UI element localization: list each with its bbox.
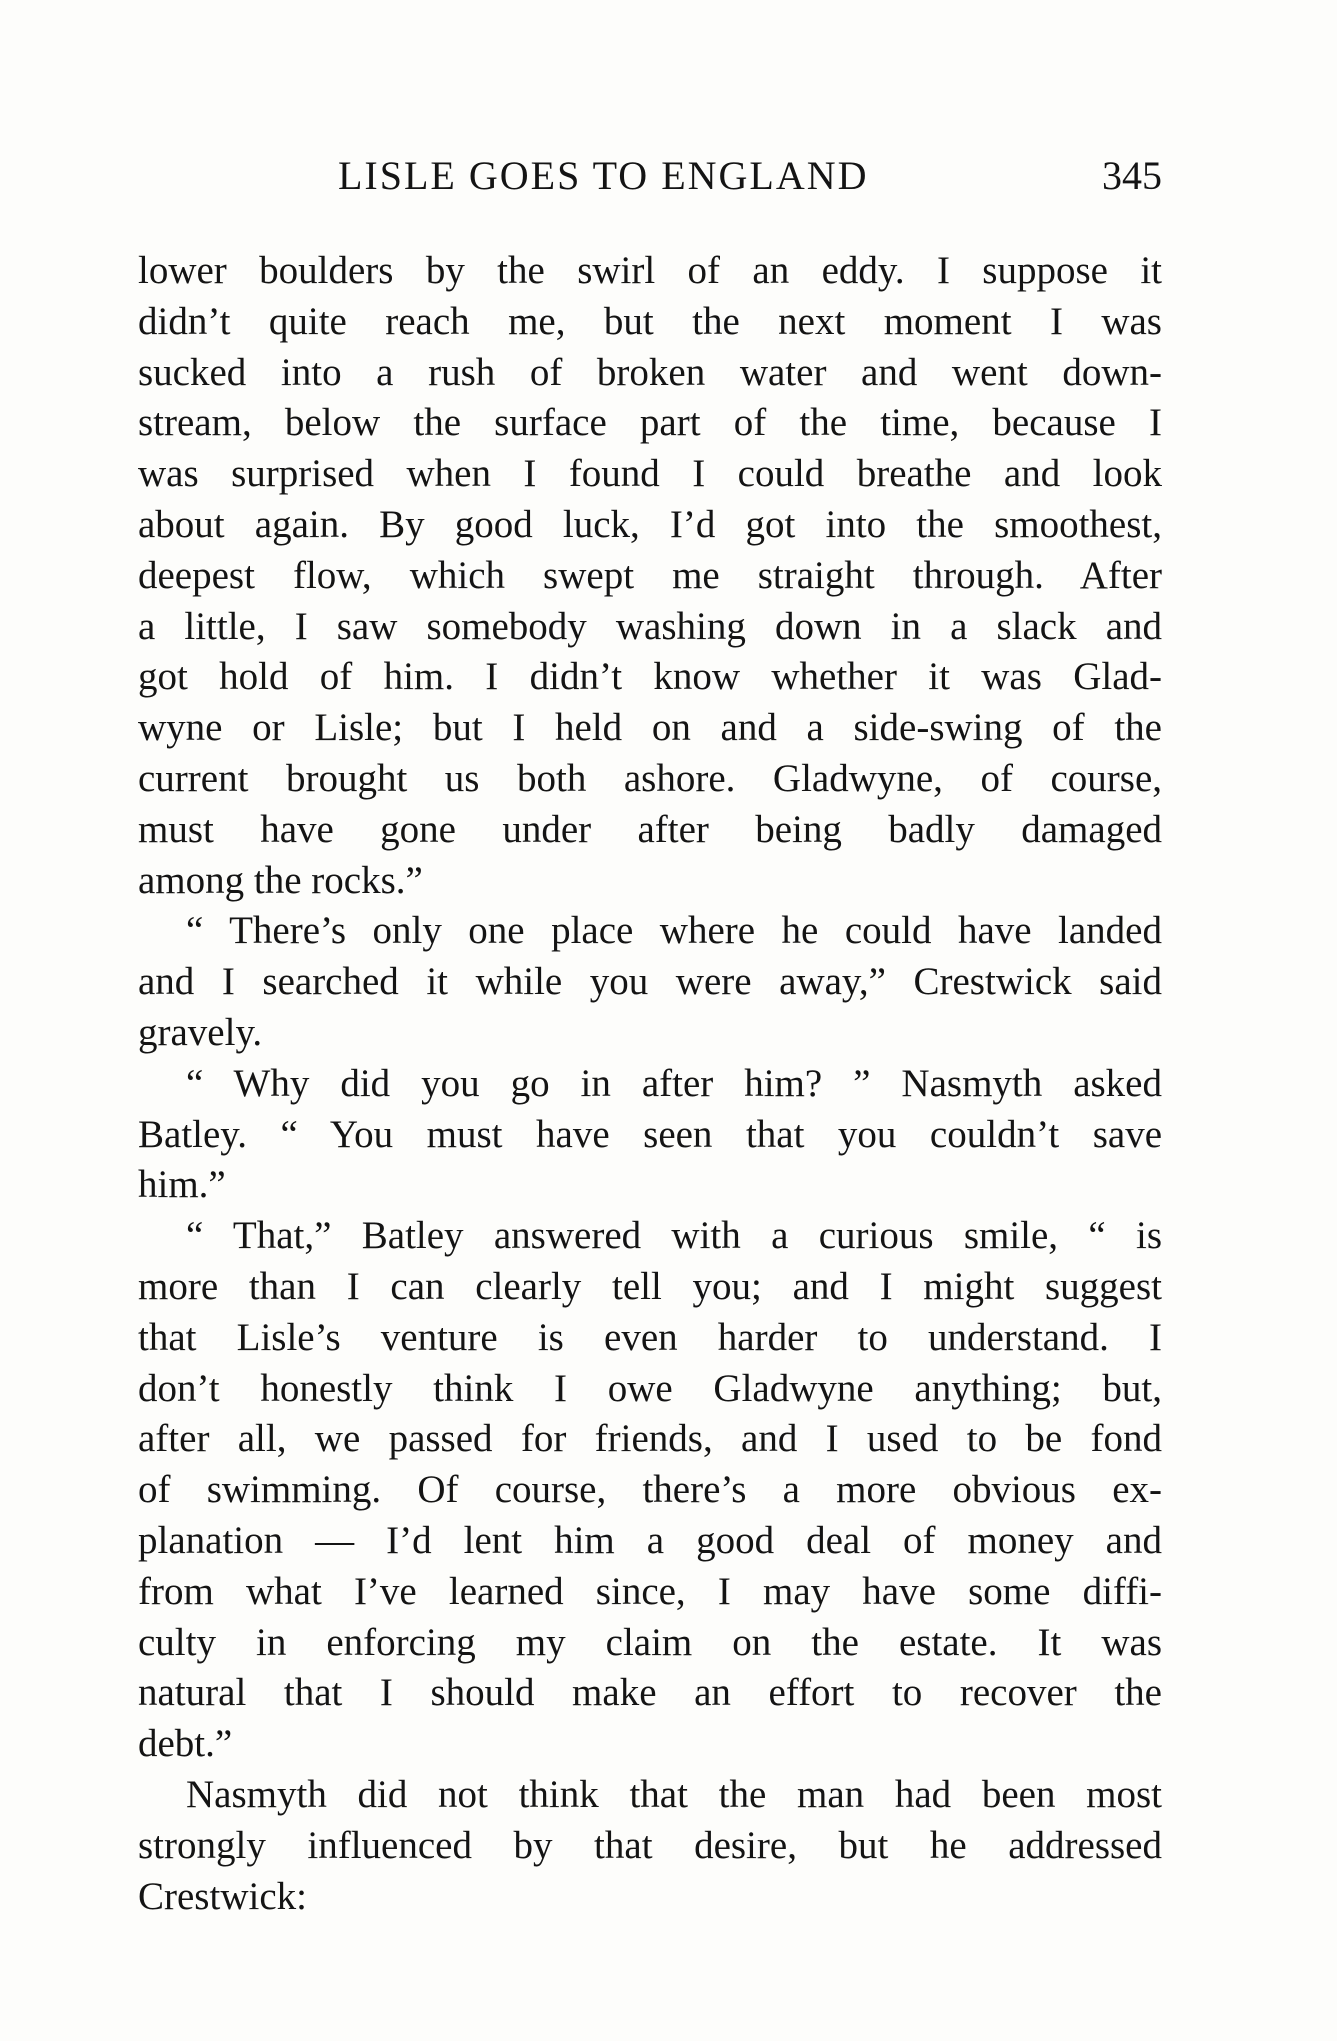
- paragraph-2: [138, 906, 1162, 1058]
- text-line: Crestwick:: [138, 1874, 307, 1918]
- text-line: didn’t quite reach me, but the next moment I was: [138, 299, 1162, 343]
- text-line: Batley. “ You must have seen that you couldn’t save: [138, 1112, 1162, 1156]
- text-line: “ That,” Batley answered with a curious smile, “ is: [186, 1214, 1162, 1258]
- body-text: [138, 246, 1162, 1922]
- text-line: debt.”: [138, 1722, 233, 1766]
- text-line: gravely.: [138, 1010, 263, 1054]
- text-line: planation — I’d lent him a good deal of money and: [138, 1518, 1162, 1562]
- text-line: got hold of him. I didn’t know whether it was Glad-: [138, 655, 1162, 699]
- page-header: [138, 150, 1162, 210]
- text-line: more than I can clearly tell you; and I might suggest: [138, 1264, 1162, 1308]
- text-line: about again. By good luck, I’d got into the smoothest,: [138, 502, 1162, 546]
- paragraph-3: [138, 1059, 1162, 1211]
- text-line: wyne or Lisle; but I held on and a side-swing of the: [138, 706, 1162, 750]
- paragraph-4: [138, 1211, 1162, 1770]
- text-line: from what I’ve learned since, I may have some diffi-: [138, 1569, 1162, 1613]
- text-line: strongly influenced by that desire, but he addressed: [138, 1823, 1162, 1867]
- paragraph-1: [138, 246, 1162, 906]
- text-line: natural that I should make an effort to recover the: [138, 1671, 1162, 1715]
- text-line: “ Why did you go in after him? ” Nasmyth asked: [186, 1061, 1162, 1105]
- text-line: of swimming. Of course, there’s a more obvious ex-: [138, 1468, 1162, 1512]
- text-line: lower boulders by the swirl of an eddy. I suppose it: [138, 249, 1162, 292]
- text-line: must have gone under after being badly damaged: [138, 807, 1162, 851]
- text-line: culty in enforcing my claim on the estate. It was: [138, 1620, 1162, 1664]
- text-line: deepest flow, which swept me straight through. After: [138, 553, 1162, 597]
- text-line: “ There’s only one place where he could have landed: [186, 909, 1162, 953]
- text-line: don’t honestly think I owe Gladwyne anything; but,: [138, 1366, 1162, 1410]
- text-line: among the rocks.”: [138, 858, 423, 902]
- text-line: him.”: [138, 1163, 226, 1207]
- text-line: and I searched it while you were away,” Crestwick said: [138, 960, 1162, 1004]
- text-line: sucked into a rush of broken water and went down-: [138, 350, 1162, 394]
- page-number: 345: [1102, 153, 1162, 198]
- text-line: after all, we passed for friends, and I used to be fond: [138, 1417, 1162, 1461]
- running-title: LISLE GOES TO ENGLAND: [338, 153, 869, 198]
- text-line: stream, below the surface part of the time, because I: [138, 401, 1162, 445]
- text-line: that Lisle’s venture is even harder to understand. I: [138, 1315, 1162, 1359]
- text-line: current brought us both ashore. Gladwyne, of course,: [138, 756, 1162, 800]
- text-line: a little, I saw somebody washing down in a slack and: [138, 604, 1162, 648]
- text-line: was surprised when I found I could breathe and look: [138, 452, 1162, 496]
- text-line: Nasmyth did not think that the man had been most: [186, 1772, 1162, 1816]
- paragraph-5: [138, 1770, 1162, 1922]
